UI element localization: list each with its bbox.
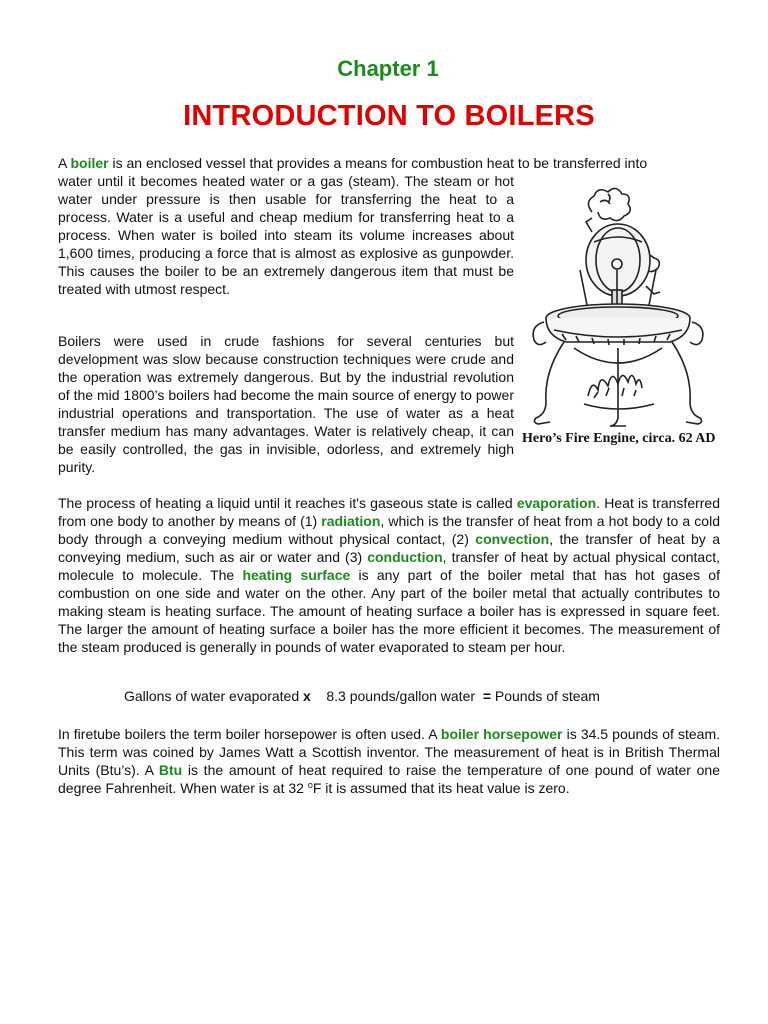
paragraph-boiler-horsepower: [58, 725, 720, 797]
figure-caption: Hero’s Fire Engine, circa. 62 AD: [522, 431, 716, 446]
keyword-btu: Btu: [158, 762, 183, 778]
hero-fire-engine-illustration-icon: [514, 172, 720, 434]
paragraph-boiler-history: Boilers were used in crude fashions for several centuries but development was slow because construction techniques were crude and the operation was extremely dangerous. But by the industrial revolution of the mid 1800’s boilers had become the main source of energy to power industrial operations and transportation. The use of water as a heat transfer medium has many advantages. Water is relatively cheap, it can be easily controlled, the gas in invisible, odorless, and extremely high purity.: [58, 333, 514, 475]
keyword-conduction: conduction: [367, 549, 443, 565]
text-run: is an enclosed vessel that provides a means for combustion heat to be transferred into: [108, 155, 648, 171]
steam-formula: [124, 688, 600, 704]
keyword-heating-surface: heating surface: [242, 567, 351, 583]
text-run: , transfer of heat by actual physical contact, molecule to molecule. The: [58, 549, 720, 583]
text-run: F it is assumed that its heat value is zero.: [312, 780, 570, 796]
keyword-boiler-horsepower: boiler horsepower: [440, 726, 563, 742]
text-run: is 34.5 pounds of steam. This term was coined by James Watt a Scottish inventor. The measurement of heat is in British Thermal Units (Btu’s). A: [58, 726, 721, 778]
text-run: , the transfer of heat by a conveying medium, such as air or water and (3): [58, 531, 720, 565]
chapter-label: Chapter 1: [337, 56, 439, 81]
text-run: is any part of the boiler metal that has hot gases of combustion on one side and water on the other. Any part of the boiler metal that actually contributes to making steam is heating surface. The amount of heating surface a boiler has is expressed in square feet. The larger the amount of heating surface a boiler has the more efficient it becomes. The measurement of the steam produced is generally in pounds of water evaporated to steam per hour.: [58, 567, 720, 655]
formula-times: x: [303, 688, 311, 704]
degree-superscript: o: [307, 780, 313, 790]
page-title: INTRODUCTION TO BOILERS: [183, 100, 595, 132]
keyword-boiler: boiler: [70, 155, 109, 171]
keyword-convection: convection: [475, 531, 550, 547]
text-run: In firetube boilers the term boiler horsepower is often used. A: [58, 726, 441, 742]
hero-fire-engine-figure: [514, 172, 720, 434]
text-run: is the amount of heat required to raise the temperature of one pound of water one degree Fahrenheit. When water is at 32: [58, 762, 720, 796]
paragraph-boiler-definition-line1: [58, 154, 720, 172]
formula-right: Pounds of steam: [491, 688, 600, 704]
text-run: . Heat is transferred from one body to another by means of (1): [58, 495, 721, 529]
formula-equals: =: [482, 688, 491, 704]
paragraph-boiler-definition: water until it becomes heated water or a gas (steam). The steam or hot water under pressure is then usable for transferring the heat to a process. Water is a useful and cheap medium for transferring heat to a process. When water is boiled into steam its volume increases about 1,600 times, producing a force that is almost as explosive as gunpowder. This causes the boiler to be an extremely dangerous item that must be treated with utmost respect.: [58, 173, 514, 297]
formula-middle: 8.3 pounds/gallon water: [326, 688, 479, 704]
text-run: The process of heating a liquid until it reaches it's gaseous state is called: [58, 495, 517, 511]
paragraph-heat-transfer: [58, 494, 720, 656]
keyword-evaporation: evaporation: [516, 495, 597, 511]
text-run: A: [58, 155, 71, 171]
formula-left: Gallons of water evaporated: [124, 688, 303, 704]
keyword-radiation: radiation: [321, 513, 381, 529]
text-run: , which is the transfer of heat from a hot body to a cold body through a conveying medium without physical contact, (2): [58, 513, 720, 547]
